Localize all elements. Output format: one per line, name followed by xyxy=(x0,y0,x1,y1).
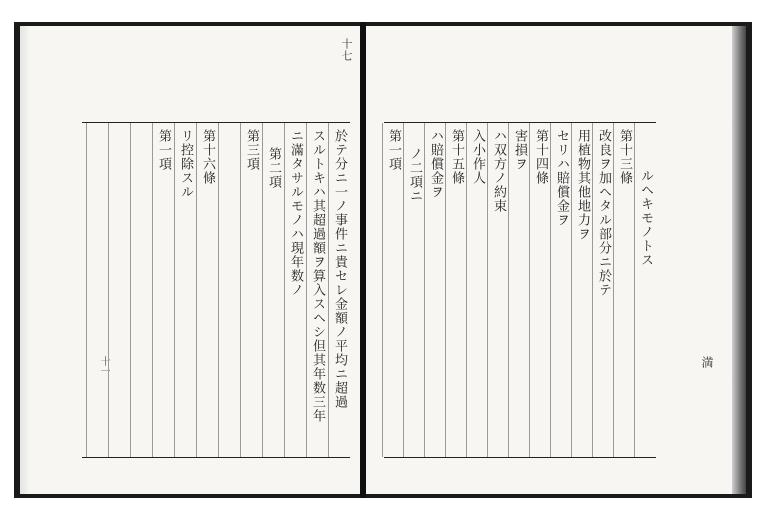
page-shadow xyxy=(20,26,30,494)
text-column xyxy=(328,123,350,457)
column-text: 第一項 xyxy=(156,129,171,171)
text-column xyxy=(634,123,656,457)
text-column xyxy=(240,123,262,457)
text-column xyxy=(284,123,306,457)
column-text: セリハ賠償金ヲ xyxy=(554,129,569,227)
text-frame xyxy=(82,122,350,458)
margin-note: 十一 xyxy=(98,356,109,376)
text-column xyxy=(550,123,572,457)
text-column xyxy=(130,123,152,457)
column-text: 於テ分ニ一ノ事件ニ貴セレ金額ノ平均ニ超過 xyxy=(332,129,347,409)
page-edge xyxy=(732,26,746,494)
column-text: リ控除スル xyxy=(178,129,193,199)
text-column xyxy=(306,123,328,457)
text-column xyxy=(424,123,446,457)
column-text: 第十三條 xyxy=(617,129,632,185)
text-column xyxy=(382,123,404,457)
column-text: 入小作人 xyxy=(470,129,485,185)
column-text: 第二項 xyxy=(266,147,281,189)
text-column xyxy=(508,123,530,457)
column-text: 第一項 xyxy=(386,129,401,171)
margin-note: 満 xyxy=(700,356,714,368)
book-spread xyxy=(14,22,752,498)
column-text: ニ滿タサルモノハ現年数ノ xyxy=(288,129,303,297)
column-text: 第三項 xyxy=(244,129,259,171)
text-column xyxy=(403,123,425,457)
text-column xyxy=(613,123,635,457)
left-page xyxy=(20,26,360,494)
column-text: ノ二項ニ xyxy=(407,147,422,203)
text-column xyxy=(196,123,218,457)
text-frame xyxy=(384,122,656,458)
text-column xyxy=(529,123,551,457)
right-page xyxy=(366,26,746,494)
page-number: 十七 xyxy=(340,38,353,62)
text-column xyxy=(152,123,174,457)
column-text: 第十五條 xyxy=(449,129,464,185)
text-column xyxy=(86,123,108,457)
column-text: ルヘキモノトス xyxy=(638,169,653,267)
column-text: 第十六條 xyxy=(200,129,215,185)
column-text: スルトキハ其超過額ヲ算入スヘシ但其年数三年 xyxy=(310,129,325,423)
column-text: ハ双方ノ約束 xyxy=(491,129,506,213)
column-text: 改良ヲ加ヘタル部分ニ於テ xyxy=(596,129,611,297)
text-column xyxy=(108,123,130,457)
column-text: 第十四條 xyxy=(533,129,548,185)
text-column xyxy=(174,123,196,457)
text-column xyxy=(571,123,593,457)
column-text: ハ賠償金ヲ xyxy=(428,129,443,199)
text-column xyxy=(445,123,467,457)
text-column xyxy=(218,123,240,457)
text-column xyxy=(466,123,488,457)
column-text: 用植物其他地力ヲ xyxy=(575,129,590,241)
text-column xyxy=(592,123,614,457)
text-column xyxy=(262,123,284,457)
column-text: 害損ヲ xyxy=(512,129,527,171)
text-column xyxy=(487,123,509,457)
